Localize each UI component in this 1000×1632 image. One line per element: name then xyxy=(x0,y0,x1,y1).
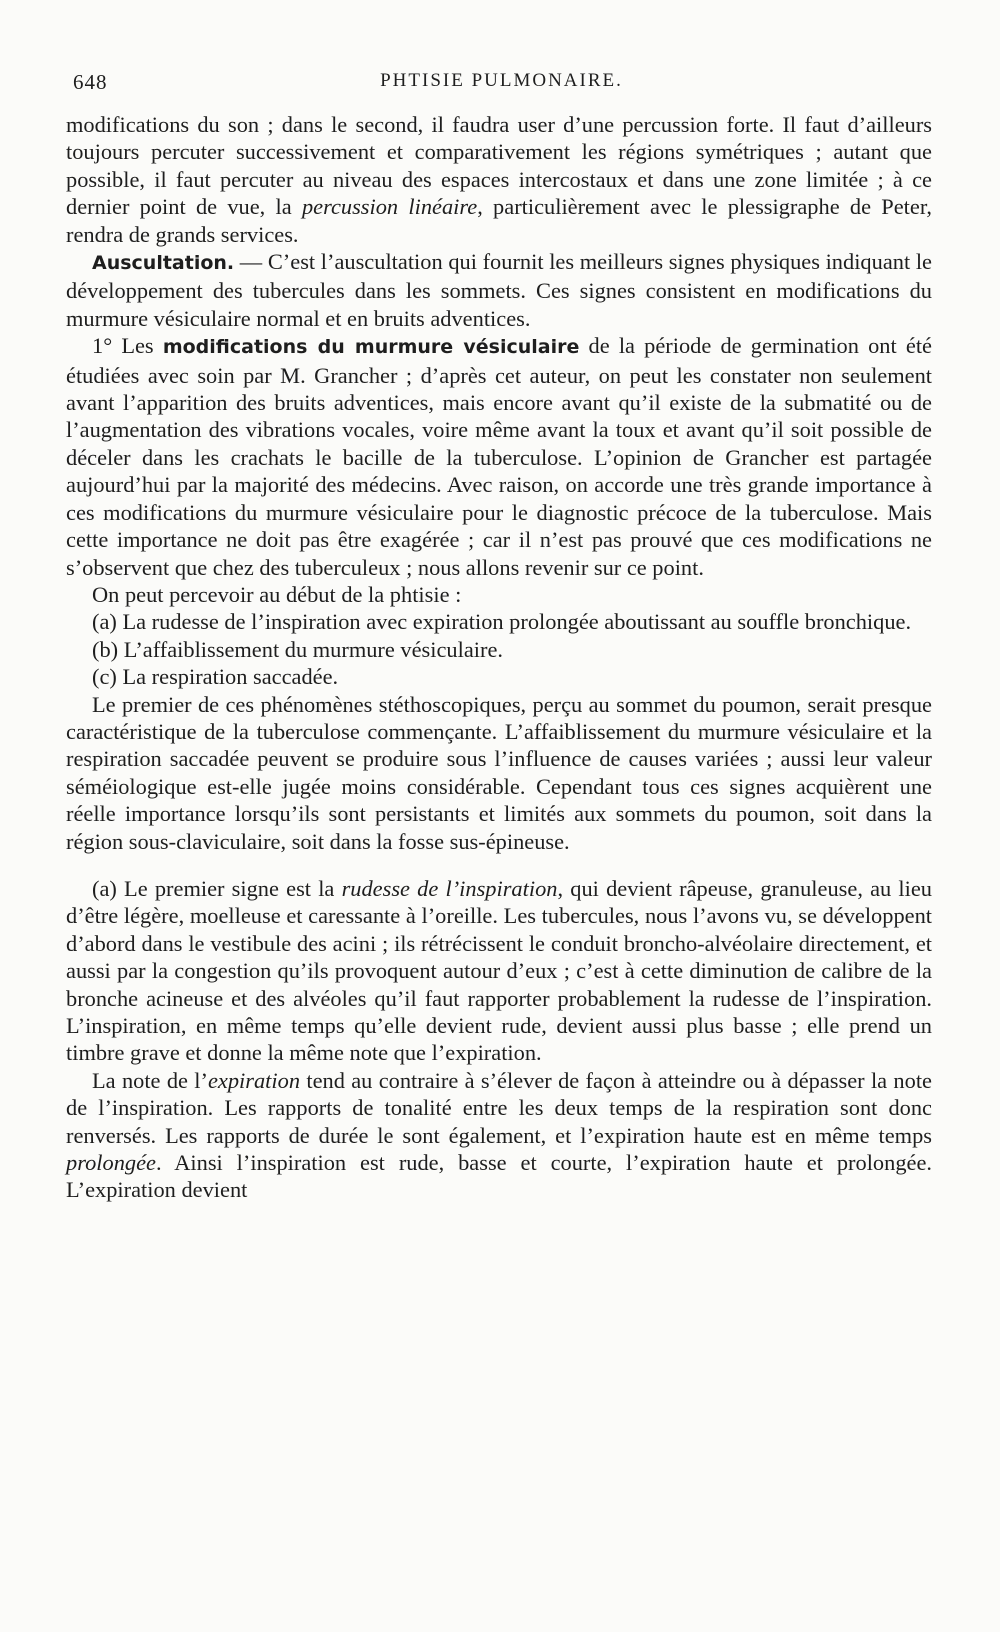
paragraph-expiration xyxy=(66,1067,932,1204)
body-text xyxy=(66,111,932,1204)
text-run: Le premier signe est la xyxy=(116,875,342,901)
paragraph-intro-list: On peut percevoir au début de la phtisie : xyxy=(92,581,462,607)
text-run: — C’est l’auscultation qui fournit les meilleurs signes physiques indiquant le développement des tubercules dans les sommets. Ces signes consistent en modifications du murmure vésiculaire normal et en bruits adventices. xyxy=(66,249,932,331)
text-run: . Ainsi l’inspiration est rude, basse et courte, l’expiration haute et prolongée. L’expiration devient xyxy=(66,1150,932,1203)
text-run: , particulièrement avec le plessigraphe de Peter, rendra de grands services. xyxy=(66,194,932,247)
paragraph-auscultation xyxy=(66,248,932,332)
paragraph-premier-phenomene: Le premier de ces phénomènes stéthoscopiques, perçu au sommet du poumon, serait presque caractéristique de la tuberculose commençante. L’affaiblissement du murmure vésiculaire et la respiration saccadée peuvent se produire sous l’influence de causes variées ; aussi leur valeur séméiologique est-elle jugée moins considérable. Cependant tous ces signes acquièrent une réelle importance lorsqu’ils sont persistants et limités aux sommets du poumon, soit dans la région sous-claviculaire, soit dans la fosse sus-épineuse. xyxy=(66,691,932,854)
list-marker: (b) xyxy=(92,636,119,662)
running-title: PHTISIE PULMONAIRE. xyxy=(380,70,623,91)
text-run: La respiration saccadée. xyxy=(116,664,339,690)
italic-term: rudesse de l’inspiration xyxy=(341,875,558,901)
list-item-c xyxy=(66,663,932,690)
text-run: 1° Les xyxy=(92,333,163,359)
italic-term: expiration xyxy=(207,1067,301,1093)
italic-term: prolongée xyxy=(66,1150,156,1176)
paragraph-rudesse xyxy=(66,875,932,1067)
text-run: tend au contraire à s’élever de façon à atteindre ou à dépasser la note de l’inspiration. Les rapports de tonalité entre les deux temps de la respiration sont donc renversés. Les rapports de durée le sont également, et l’expiration haute est en même temps xyxy=(66,1067,932,1148)
section-heading: Auscultation. xyxy=(92,252,235,275)
list-marker: (a) xyxy=(92,609,117,635)
text-run: L’affaiblissement du murmure vésiculaire. xyxy=(118,636,503,662)
text-run: La rudesse de l’inspiration avec expiration prolongée aboutissant au souffle bronchique. xyxy=(116,609,912,635)
paragraph-modifications xyxy=(66,332,932,581)
text-run: , qui devient râpeuse, granuleuse, au lieu d’être légère, moelleuse et caressante à l’oreille. Les tubercules, nous l’avons vu, se développent d’abord dans le vestibule des acini ; ils rétrécissent le conduit broncho-alvéolaire directement, et aussi par la congestion qu’ils provoquent autour d’eux ; c’est à cette diminution de calibre de la bronche acineuse et des alvéoles qu’il faut rapporter probablement la rudesse de l’inspiration. L’inspiration, en même temps qu’elle devient rude, devient aussi plus basse ; elle prend un timbre grave et donne la même note que l’expiration. xyxy=(66,875,933,1066)
list-item-a xyxy=(66,608,932,635)
italic-term: percussion linéaire xyxy=(301,194,478,220)
bold-term: modifications du murmure vésiculaire xyxy=(162,336,580,359)
list-marker: (a) xyxy=(92,875,117,901)
list-marker: (c) xyxy=(92,664,117,690)
page-header xyxy=(73,70,930,100)
text-run: La note de l’ xyxy=(92,1067,208,1093)
list-item-b xyxy=(66,636,932,663)
page-number: 648 xyxy=(73,70,108,94)
text-run: modifications du son ; dans le second, il faudra user d’une percussion forte. Il faut d’ailleurs toujours percuter successivement et comparativement les régions symétriques ; autant que possible, il faut percuter au niveau des espaces intercostaux et dans une zone limitée ; à ce dernier point de vue, la xyxy=(66,112,932,220)
text-run: de la période de germination ont été étudiées avec soin par M. Grancher ; d’après cet auteur, on peut les constater non seulement avant l’apparition des bruits adventices, mais encore avant qu’il existe de la submatité ou de l’augmentation des vibrations vocales, voire même avant la toux et avant qu’il soit possible de déceler dans les crachats le bacille de la tuberculose. L’opinion de Grancher est partagée aujourd’hui par la majorité des médecins. Avec raison, on accorde une très grande importance à ces modifications du murmure vésiculaire pour le diagnostic précoce de la tuberculose. Mais cette importance ne doit pas être exagérée ; car il n’est pas prouvé que ces modifications ne s’observent que chez des tuberculeux ; nous allons revenir sur ce point. xyxy=(66,333,932,580)
paragraph-continuation xyxy=(66,111,932,248)
